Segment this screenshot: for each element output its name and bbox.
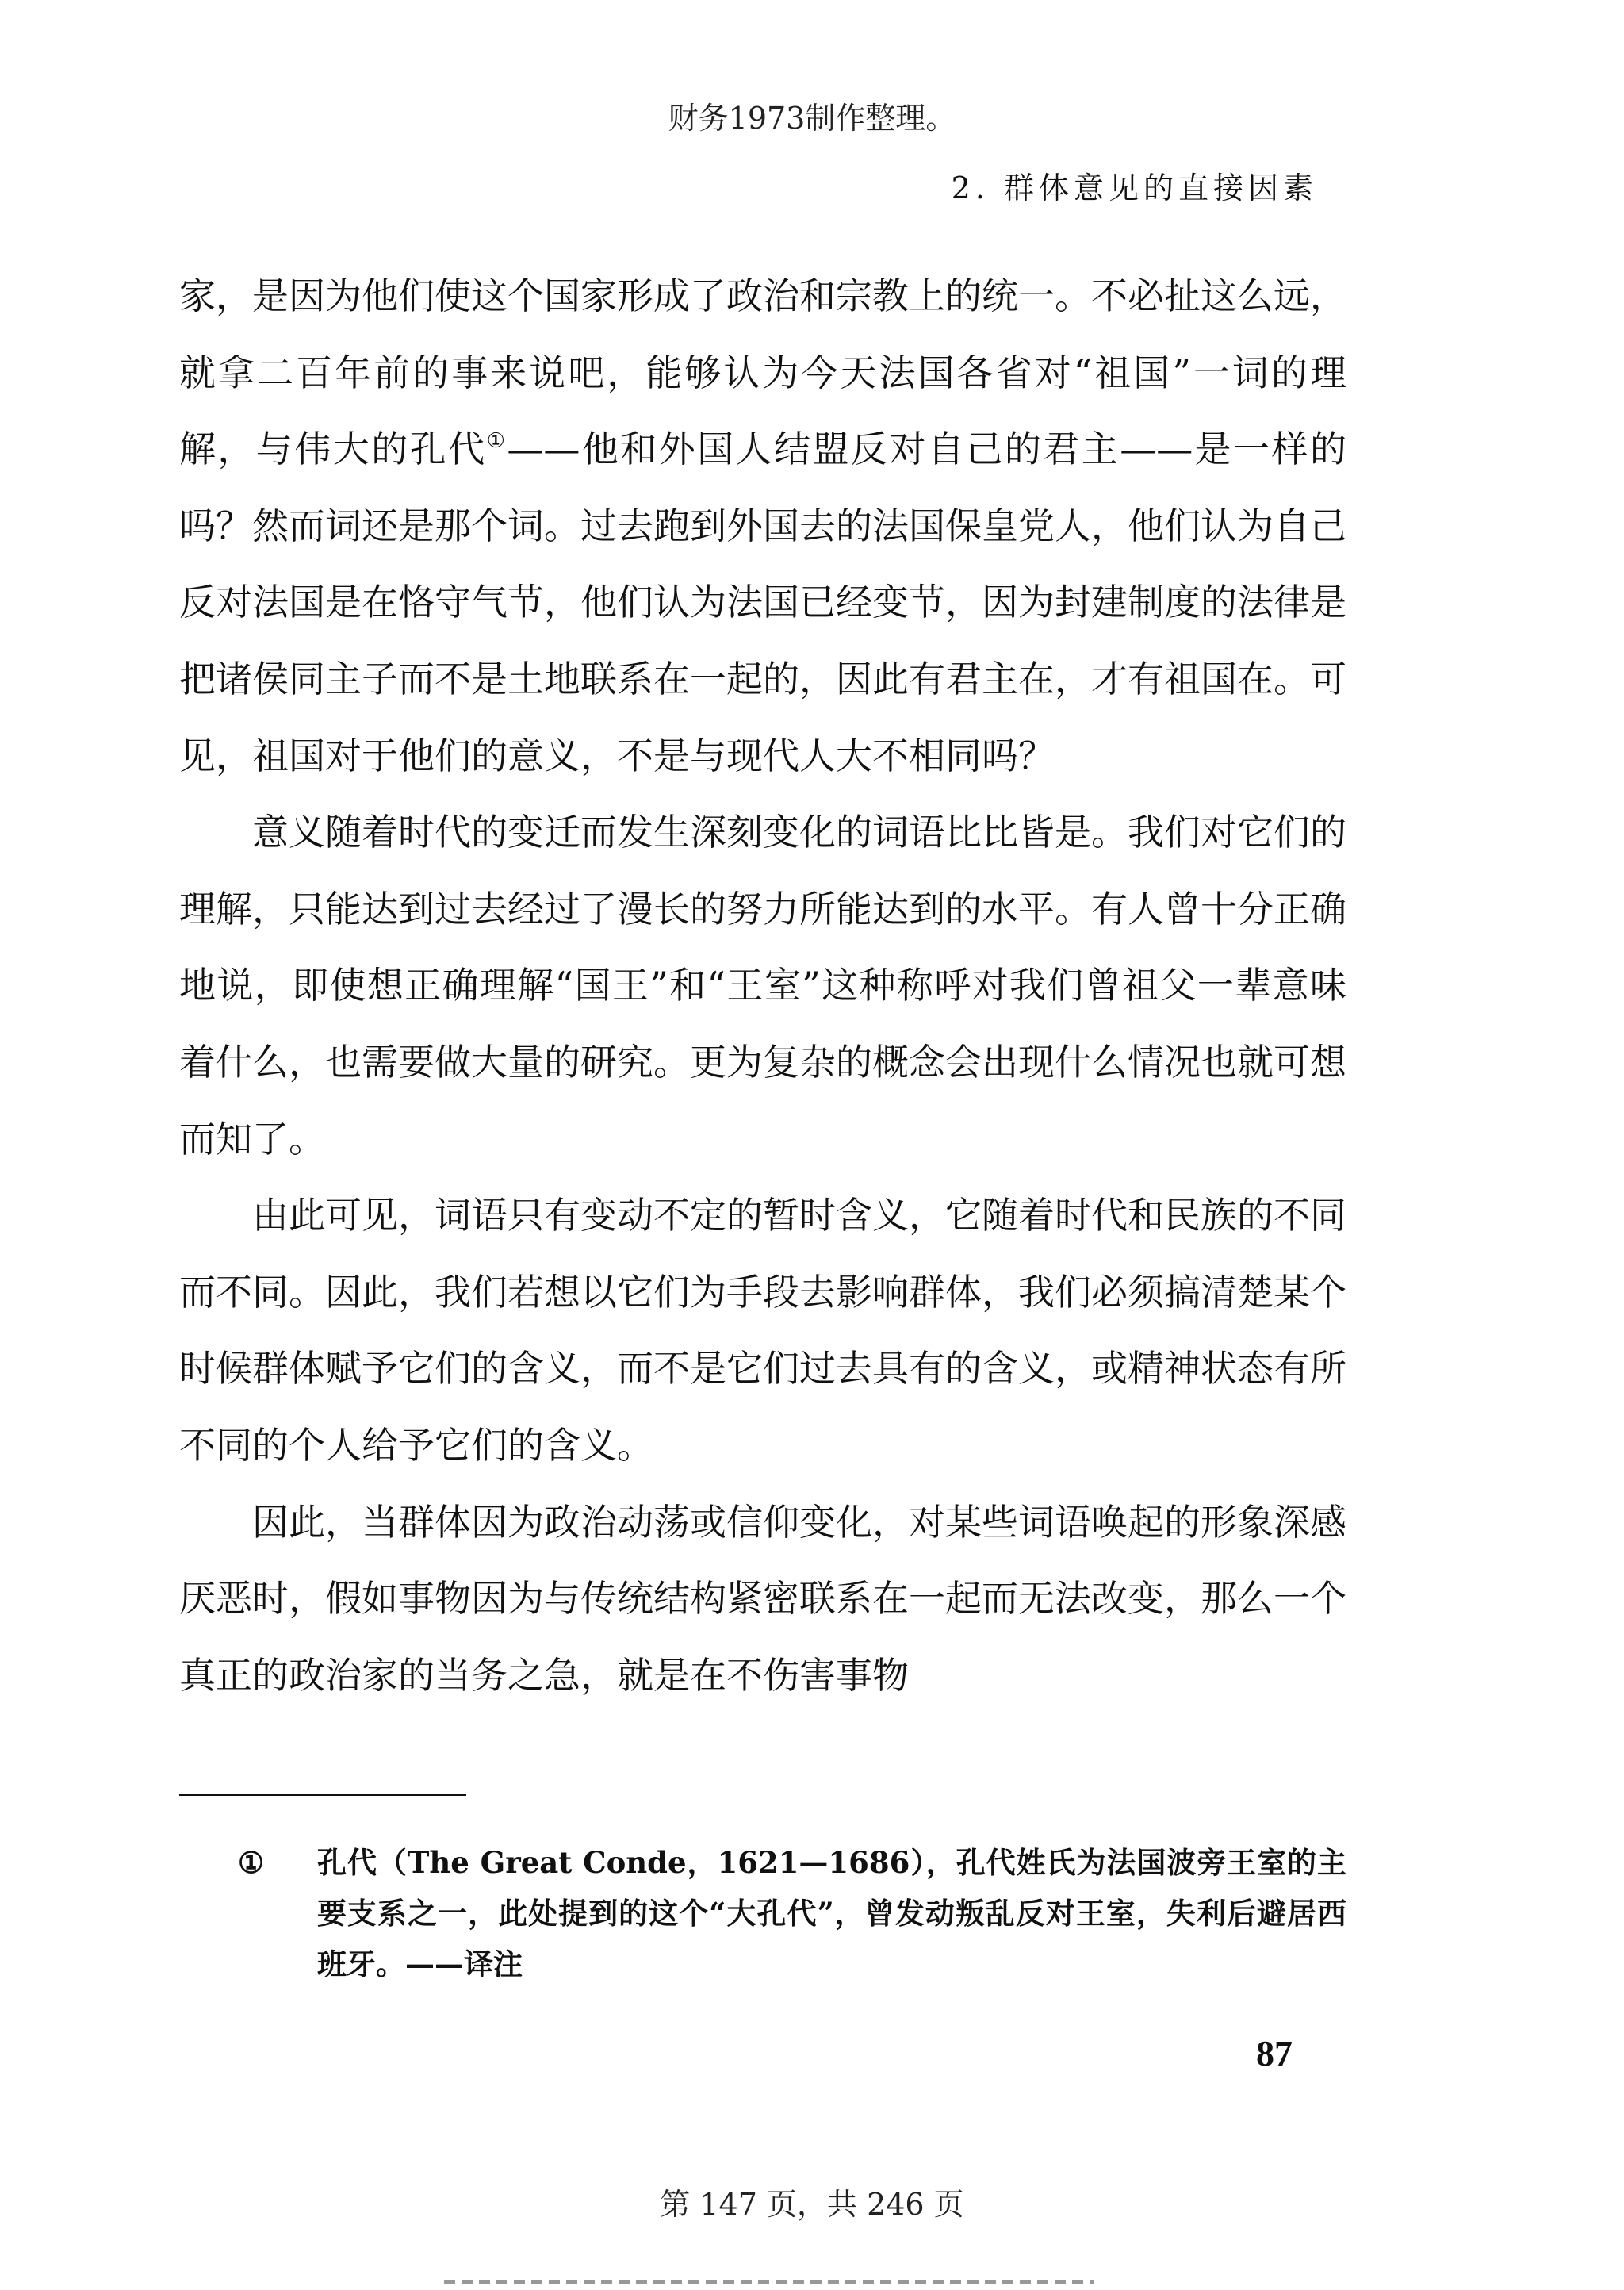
scan-artifact bbox=[444, 2280, 1094, 2284]
watermark-text: 财务1973制作整理。 bbox=[668, 101, 956, 136]
footnote bbox=[238, 1837, 1346, 1989]
footnote-text: 孔代（The Great Conde，1621—1686），孔代姓氏为法国波旁王室的主要支系之一，此处提到的这个“大孔代”，曾发动叛乱反对王室，失利后避居西班牙。——译注 bbox=[317, 1845, 1346, 1981]
footnote-reference[interactable]: ① bbox=[486, 429, 508, 454]
paragraph-3: 由此可见，词语只有变动不定的暂时含义，它随着时代和民族的不同而不同。因此，我们若想以它们为手段去影响群体，我们必须搞清楚某个时候群体赋予它们的含义，而不是它们过去具有的含义，或精神状态有所不同的个人给予它们的含义。 bbox=[179, 1194, 1346, 1467]
running-head: 2. 群体意见的直接因素 bbox=[951, 171, 1318, 205]
page-number: 87 bbox=[1256, 2033, 1293, 2073]
paragraph-1-text-b: ——他和外国人结盟反对自己的君主——是一样的吗？然而词还是那个词。过去跑到外国去的法国保皇党人，他们认为自己反对法国是在恪守气节，他们认为法国已经变节，因为封建制度的法律是把诸侯同主子而不是土地联系在一起的，因此有君主在，才有祖国在。可见，祖国对于他们的意义，不是与现代人大不相同吗？ bbox=[179, 428, 1346, 777]
paragraph-1-text-a: 家，是因为他们使这个国家形成了政治和宗教上的统一。不必扯这么远，就拿二百年前的事来说吧，能够认为今天法国各省对“祖国”一词的理解，与伟大的孔代 bbox=[179, 274, 1346, 471]
body-text bbox=[179, 258, 1346, 1713]
footnote-marker: ① bbox=[238, 1845, 265, 1880]
paragraph-1 bbox=[179, 258, 1346, 794]
paragraph-4: 因此，当群体因为政治动荡或信仰变化，对某些词语唤起的形象深感厌恶时，假如事物因为与传统结构紧密联系在一起而无法改变，那么一个真正的政治家的当务之急，就是在不伤害事物 bbox=[179, 1500, 1346, 1697]
footnote-divider bbox=[179, 1794, 466, 1796]
page-counter: 第 147 页，共 246 页 bbox=[660, 2187, 964, 2222]
paragraph-2: 意义随着时代的变迁而发生深刻变化的词语比比皆是。我们对它们的理解，只能达到过去经过了漫长的努力所能达到的水平。有人曾十分正确地说，即使想正确理解“国王”和“王室”这种称呼对我们曾祖父一辈意味着什么，也需要做大量的研究。更为复杂的概念会出现什么情况也就可想而知了。 bbox=[179, 811, 1346, 1160]
